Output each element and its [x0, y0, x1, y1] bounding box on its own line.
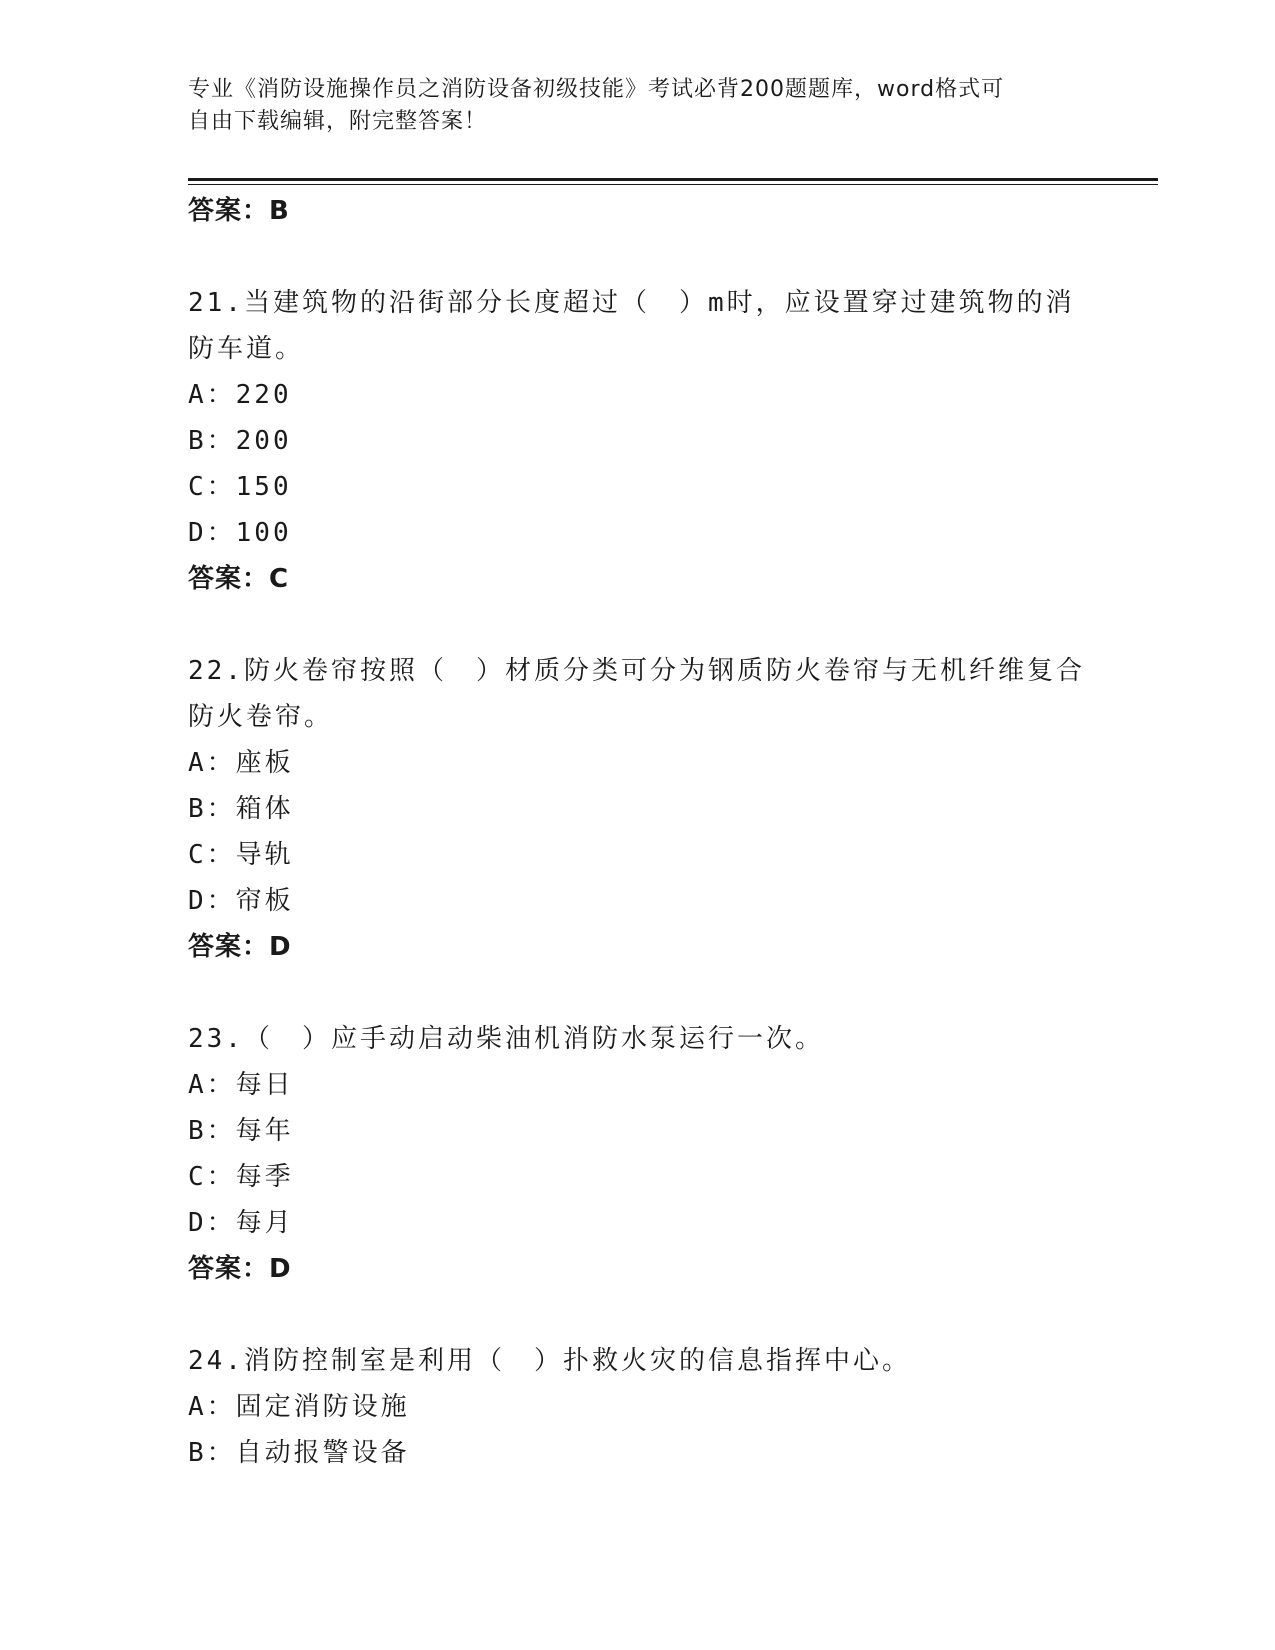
spacer — [188, 970, 1088, 1016]
answer-line: 答案：C — [188, 564, 290, 594]
question-list — [188, 188, 1088, 1476]
spacer — [188, 602, 1088, 648]
spacer — [188, 1292, 1088, 1338]
option-c: C：150 — [188, 472, 292, 502]
question-block — [188, 1338, 1088, 1476]
question-text — [188, 1338, 1088, 1384]
option-d: D：每月 — [188, 1208, 294, 1238]
answer-line: 答案：D — [188, 1254, 292, 1284]
header-title-line-1: 专业《消防设施操作员之消防设备初级技能》考试必背200题题库，word格式可 — [188, 77, 1005, 102]
question-block — [188, 1016, 1088, 1292]
question-text-line: 24.消防控制室是利用（ ）扑救火灾的信息指挥中心。 — [188, 1346, 911, 1376]
header-title-line-2: 自由下载编辑，附完整答案！ — [188, 109, 488, 134]
question-text-line: 23.（ ）应手动启动柴油机消防水泵运行一次。 — [188, 1024, 824, 1054]
question-text-line: 防火卷帘。 — [188, 702, 334, 732]
question-text-line: 21.当建筑物的沿街部分长度超过（ ）m时，应设置穿过建筑物的消 — [188, 288, 1075, 318]
option-c: C：导轨 — [188, 840, 294, 870]
question-block — [188, 280, 1088, 602]
option-b: B：箱体 — [188, 794, 294, 824]
header-divider-thin — [188, 184, 1158, 185]
question-block — [188, 648, 1088, 970]
question-text — [188, 280, 1088, 372]
question-text — [188, 648, 1088, 740]
option-a: A：220 — [188, 380, 292, 410]
option-a: A：每日 — [188, 1070, 294, 1100]
header-divider-thick — [188, 178, 1158, 181]
option-d: D：100 — [188, 518, 292, 548]
option-b: B：200 — [188, 426, 292, 456]
option-d: D：帘板 — [188, 886, 294, 916]
option-a: A：固定消防设施 — [188, 1392, 410, 1422]
option-a: A：座板 — [188, 748, 294, 778]
answer-line: 答案：D — [188, 932, 292, 962]
question-text-line: 22.防火卷帘按照（ ）材质分类可分为钢质防火卷帘与无机纤维复合 — [188, 656, 1085, 686]
question-text — [188, 1016, 1088, 1062]
answer-line: 答案：B — [188, 196, 290, 226]
option-b: B：自动报警设备 — [188, 1438, 410, 1468]
spacer — [188, 234, 1088, 280]
option-c: C：每季 — [188, 1162, 294, 1192]
document-header — [188, 74, 1078, 138]
option-b: B：每年 — [188, 1116, 294, 1146]
question-text-line: 防车道。 — [188, 334, 305, 364]
